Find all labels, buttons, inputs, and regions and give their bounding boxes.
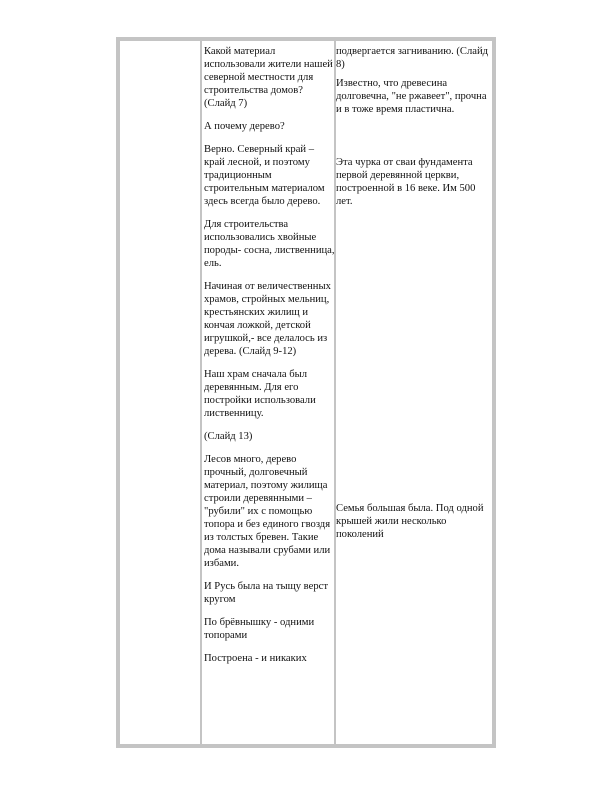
paragraph: Построена - и никаких	[204, 653, 307, 664]
document-table	[116, 37, 496, 748]
paragraph: (Слайд 13)	[204, 431, 253, 442]
paragraph: А почему дерево?	[204, 121, 285, 132]
paragraph: Эта чурка от сваи фундамента первой деревянной церкви, построенной в 16 веке. Им 500 лет.	[336, 157, 476, 207]
paragraph: Верно. Северный край – край лесной, и поэтому традиционным строительным материалом здесь всегда было дерево.	[204, 144, 325, 207]
paragraph: Известно, что древесина долговечна, "не ржавеет", прочна и в тоже время пластична.	[336, 78, 487, 115]
paragraph: По брёвнышку - одними топорами	[204, 617, 315, 641]
paragraph: подвергается загниванию. (Слайд 8)	[336, 46, 489, 70]
column-divider-left	[200, 41, 202, 744]
paragraph: Семья большая была. Под одной крышей жили несколько поколений	[336, 503, 484, 540]
paragraph: Лесов много, дерево прочный, долговечный материал, поэтому жилища строили деревянными – "рубили" их с помощью топора и без единого гвоздя из толстых бревен. Такие дома называли срубами или избами.	[204, 454, 331, 569]
paragraph: Для строительства использовались хвойные породы- сосна, лиственница, ель.	[204, 219, 335, 269]
table-column-middle	[204, 45, 336, 675]
paragraph: И Русь была на тыщу верст кругом	[204, 581, 328, 605]
paragraph: Наш храм сначала был деревянным. Для его постройки использовали лиственницу.	[204, 369, 316, 419]
table-column-right	[336, 45, 494, 551]
paragraph: Какой материал использовали жители нашей северной местности для строительства домов? (Слайд 7)	[204, 46, 333, 109]
paragraph: Начиная от величественных храмов, стройных мельниц, крестьянских жилищ и кончая ложкой, детской игрушкой,- все делалось из дерева. (Слайд 9-12)	[204, 281, 331, 357]
